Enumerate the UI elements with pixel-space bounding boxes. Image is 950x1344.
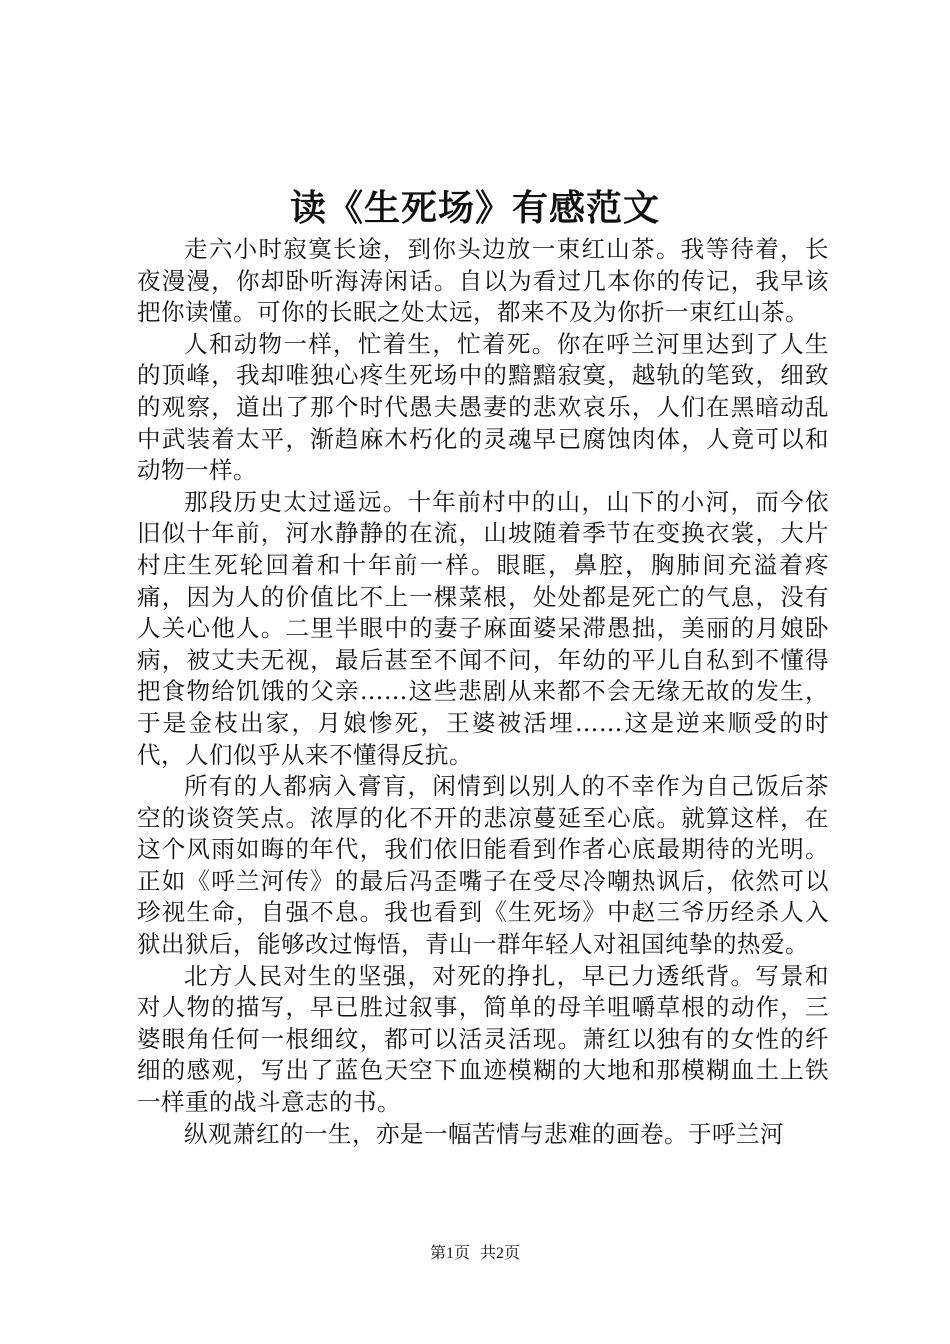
- paragraph: 所有的人都病入膏肓，闲情到以别人的不幸作为自己饭后茶空的谈资笑点。浓厚的化不开的悲凉蔓延至心底。就算这样，在这个风雨如晦的年代，我们依旧能看到作者心底最期待的光明。正如《呼兰河传》的最后冯歪嘴子在受尽冷嘲热讽后，依然可以珍视生命，自强不息。我也看到《生死场》中赵三爷历经杀人入狱出狱后，能够改过悔悟，青山一群年轻人对祖国纯挚的热爱。: [137, 772, 829, 959]
- paragraph: 那段历史太过遥远。十年前村中的山，山下的小河，而今依旧似十年前，河水静静的在流，山坡随着季节在变换衣裳，大片村庄生死轮回着和十年前一样。眼眶，鼻腔，胸肺间充溢着疼痛，因为人的价值比不上一棵菜根，处处都是死亡的气息，没有人关心他人。二里半眼中的妻子麻面婆呆滞愚拙，美丽的月娘卧病，被丈夫无视，最后甚至不闻不问，年幼的平儿自私到不懂得把食物给饥饿的父亲……这些悲剧从来都不会无缘无故的发生，于是金枝出家，月娘惨死，王婆被活埋……这是逆来顺受的时代，人们似乎从来不懂得反抗。: [137, 487, 829, 769]
- paragraph: 走六小时寂寞长途，到你头边放一束红山茶。我等待着，长夜漫漫，你却卧听海涛闲话。自以为看过几本你的传记，我早该把你读懂。可你的长眠之处太远，都来不及为你折一束红山茶。: [137, 235, 829, 327]
- document-body: [137, 234, 829, 1150]
- paragraph: 北方人民对生的坚强，对死的挣扎，早已力透纸背。写景和对人物的描写，早已胜过叙事，简单的母羊咀嚼草根的动作，三婆眼角任何一根细纹，都可以活灵活现。萧红以独有的女性的纤细的感观，写出了蓝色天空下血迹模糊的大地和那模糊血土上铁一样重的战斗意志的书。: [137, 961, 829, 1117]
- page-number: 第1页: [429, 1245, 470, 1262]
- paragraph: 纵观萧红的一生，亦是一幅苦情与悲难的画卷。于呼兰河: [184, 1119, 784, 1148]
- page-total: 共2页: [480, 1245, 521, 1262]
- paragraph: 人和动物一样，忙着生，忙着死。你在呼兰河里达到了人生的顶峰，我却唯独心疼生死场中的黯黯寂寞，越轨的笔致，细致的观察，道出了那个时代愚夫愚妻的悲欢哀乐，人们在黑暗动乱中武装着太平，渐趋麻木朽化的灵魂早已腐蚀肉体，人竟可以和动物一样。: [137, 329, 829, 485]
- document-title: 读《生死场》有感范文: [289, 188, 660, 229]
- page-footer: [0, 1243, 950, 1265]
